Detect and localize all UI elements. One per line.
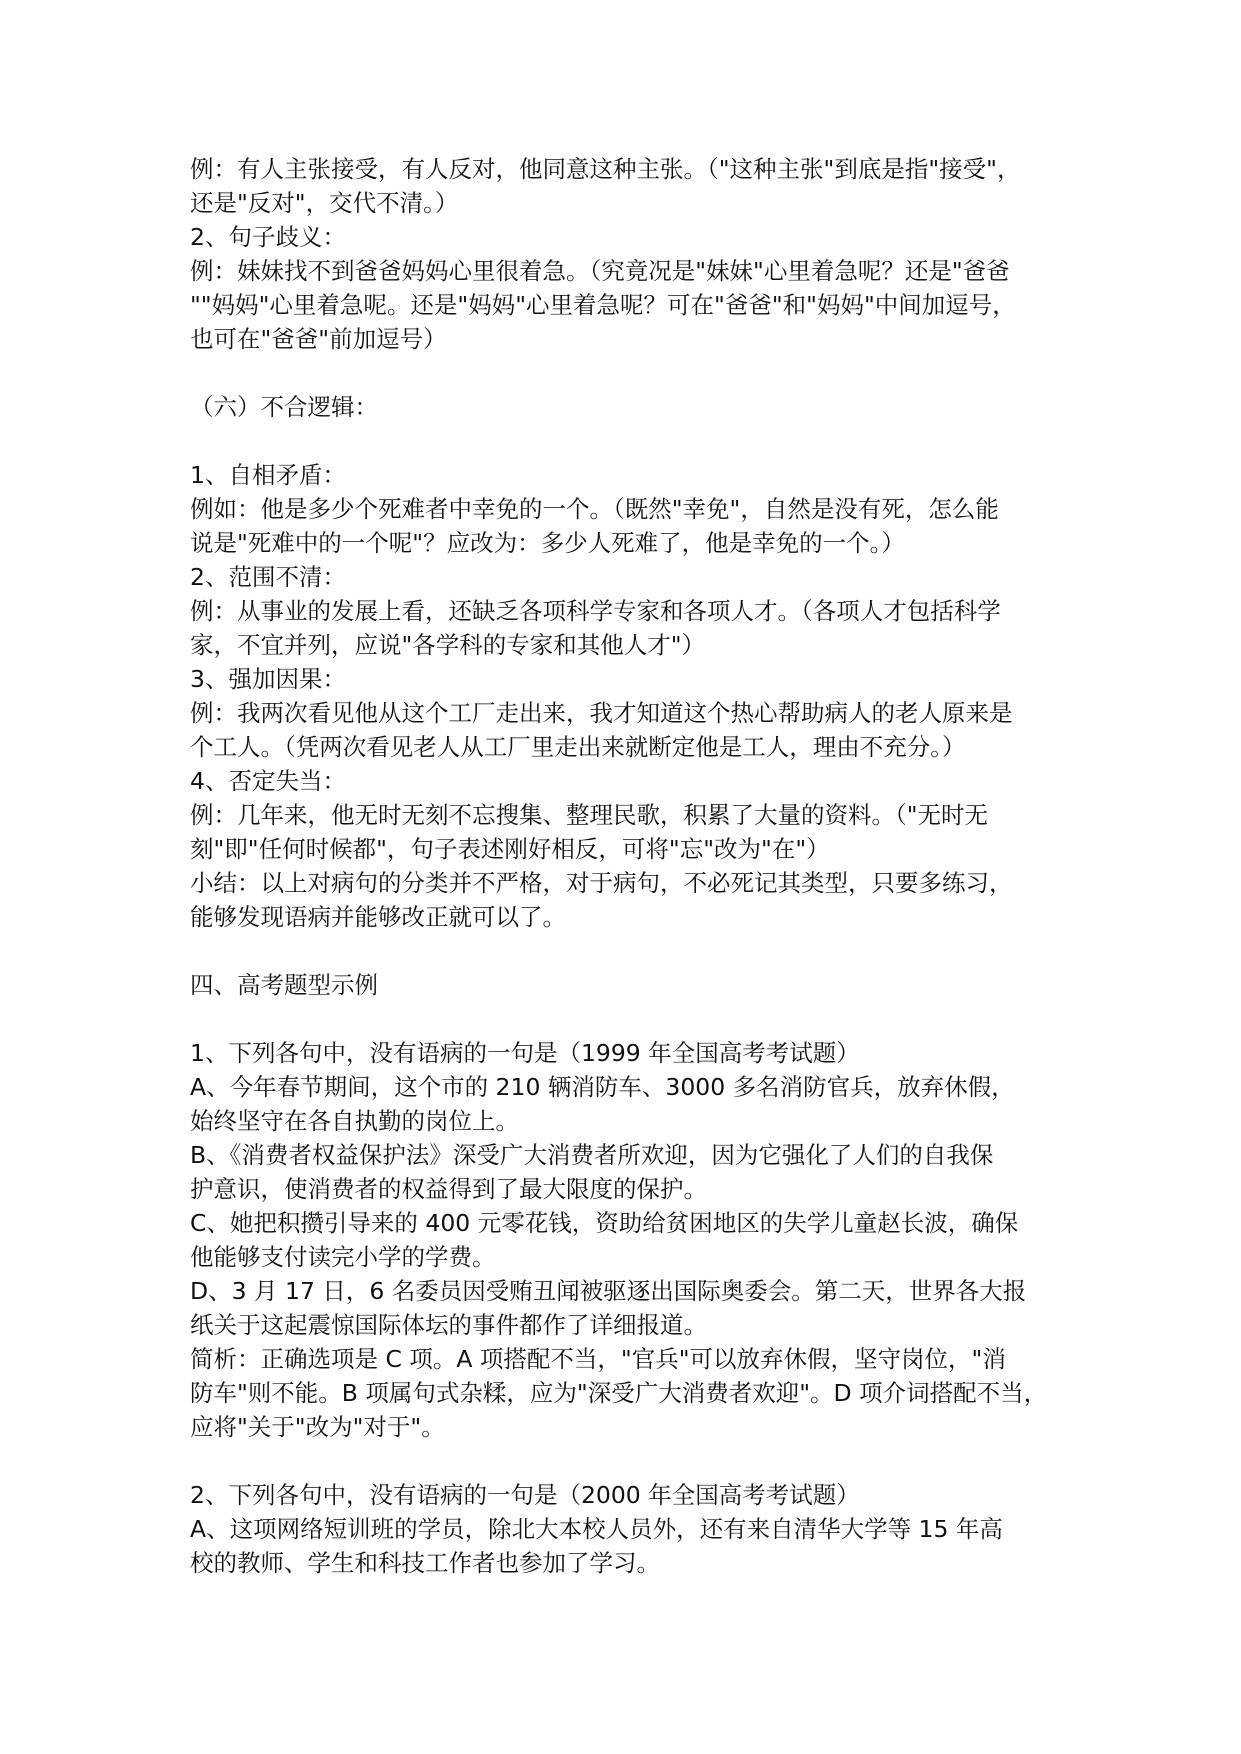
text-line: 还是"反对"，交代不清。） xyxy=(190,189,459,217)
text-line: 应将"关于"改为"对于"。 xyxy=(190,1413,445,1441)
text-line: 个工人。（凭两次看见老人从工厂里走出来就断定他是工人，理由不充分。） xyxy=(190,733,966,761)
blank-line xyxy=(190,356,1060,390)
text-line: C、她把积攒引导来的 400 元零花钱，资助给贫困地区的失学儿童赵长波，确保 xyxy=(190,1209,1019,1237)
text-line: D、3 月 17 日，6 名委员因受贿丑闻被驱逐出国际奥委会。第二天，世界各大报 xyxy=(190,1277,1027,1305)
text-line: 2、范围不清： xyxy=(190,563,346,591)
blank-line xyxy=(190,1444,1060,1478)
text-line: 始终坚守在各自执勤的岗位上。 xyxy=(190,1107,519,1135)
text-line: 1、自相矛盾： xyxy=(190,461,346,489)
text-line: 说是"死难中的一个呢"？应改为：多少人死难了，他是幸免的一个。） xyxy=(190,529,905,557)
text-line: 例：妹妹找不到爸爸妈妈心里很着急。（究竟况是"妹妹"心里着急呢？还是"爸爸 xyxy=(190,257,1010,285)
text-line: 简析：正确选项是 C 项。A 项搭配不当，"官兵"可以放弃休假，坚守岗位，"消 xyxy=(190,1345,1006,1373)
text-line: 例：有人主张接受，有人反对，他同意这种主张。（"这种主张"到底是指"接受"， xyxy=(190,155,1021,183)
text-line: 小结：以上对病句的分类并不严格，对于病句，不必死记其类型，只要多练习， xyxy=(190,869,1013,897)
text-line: （六）不合逻辑： xyxy=(190,393,378,421)
text-line: ""妈妈"心里着急呢。还是"妈妈"心里着急呢？可在"爸爸"和"妈妈"中间加逗号， xyxy=(190,291,1016,319)
blank-line xyxy=(190,934,1060,968)
text-line: A、这项网络短训班的学员，除北大本校人员外，还有来自清华大学等 15 年高 xyxy=(190,1515,1003,1543)
text-line: 他能够支付读完小学的学费。 xyxy=(190,1243,496,1271)
text-line: 护意识，使消费者的权益得到了最大限度的保护。 xyxy=(190,1175,707,1203)
text-line: 2、句子歧义： xyxy=(190,223,346,251)
text-line: 例如：他是多少个死难者中幸免的一个。（既然"幸免"，自然是没有死，怎么能 xyxy=(190,495,999,523)
text-line: 家，不宜并列，应说"各学科的专家和其他人才"） xyxy=(190,631,706,659)
text-line: B、《消费者权益保护法》深受广大消费者所欢迎，因为它强化了人们的自我保 xyxy=(190,1141,994,1169)
text-line: A、今年春节期间，这个市的 210 辆消防车、3000 多名消防官兵，放弃休假， xyxy=(190,1073,1015,1101)
document-body xyxy=(190,152,1060,1580)
text-line: 3、强加因果： xyxy=(190,665,346,693)
text-line: 校的教师、学生和科技工作者也参加了学习。 xyxy=(190,1549,660,1577)
blank-line xyxy=(190,1002,1060,1036)
text-line: 刻"即"任何时候都"，句子表述刚好相反，可将"忘"改为"在"） xyxy=(190,835,830,863)
text-line: 例：我两次看见他从这个工厂走出来，我才知道这个热心帮助病人的老人原来是 xyxy=(190,699,1013,727)
text-line: 能够发现语病并能够改正就可以了。 xyxy=(190,903,566,931)
blank-line xyxy=(190,424,1060,458)
text-line: 1、下列各句中，没有语病的一句是（1999 年全国高考考试题） xyxy=(190,1039,860,1067)
text-line: 例：几年来，他无时无刻不忘搜集、整理民歌，积累了大量的资料。（"无时无 xyxy=(190,801,989,829)
text-line: 2、下列各句中，没有语病的一句是（2000 年全国高考考试题） xyxy=(190,1481,860,1509)
text-line: 4、否定失当： xyxy=(190,767,346,795)
text-line: 例：从事业的发展上看，还缺乏各项科学专家和各项人才。（各项人才包括科学 xyxy=(190,597,1001,625)
text-line: 防车"则不能。B 项属句式杂糅，应为"深受广大消费者欢迎"。D 项介词搭配不当， xyxy=(190,1379,1048,1407)
text-line: 四、高考题型示例 xyxy=(190,971,378,999)
text-line: 也可在"爸爸"前加逗号） xyxy=(190,325,447,353)
text-line: 纸关于这起震惊国际体坛的事件都作了详细报道。 xyxy=(190,1311,707,1339)
